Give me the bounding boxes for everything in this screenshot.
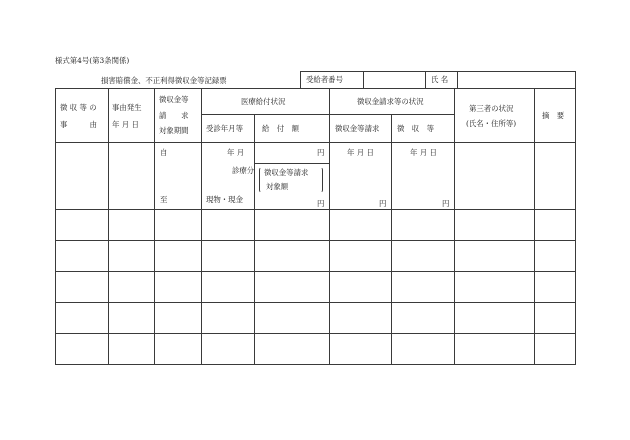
header-collected: 徴 収 等 <box>397 124 434 133</box>
in-kind-cash: 現物・現金 <box>206 195 243 204</box>
benefit-yen: 円 <box>317 148 325 157</box>
medical-type: 診療分 <box>232 166 255 175</box>
name-label: 氏 名 <box>431 75 449 84</box>
header-claim-period-1: 徴収金等 <box>159 95 189 104</box>
collected-date: 年 月 日 <box>410 148 437 157</box>
period-to: 至 <box>160 195 168 204</box>
header-collection-status: 徴収金請求等の状況 <box>357 97 424 106</box>
table-row[interactable] <box>56 303 575 333</box>
header-claim-amount: 徴収金等請求 <box>335 124 380 133</box>
bracket-line-2: 対象額 <box>266 182 289 191</box>
header-remarks: 摘 要 <box>542 111 565 120</box>
header-incident-date-2: 年 月 日 <box>112 120 139 129</box>
table-row[interactable] <box>56 334 575 364</box>
header-third-party-2: (氏名・住所等) <box>466 119 517 128</box>
header-claim-period-2: 請 求 <box>159 111 189 120</box>
record-title: 損害賠償金、不正利得徴収金等記録票 <box>101 76 227 85</box>
name-field[interactable] <box>462 76 570 86</box>
header-third-party-1: 第三者の状況 <box>469 104 514 113</box>
table-row[interactable] <box>56 272 575 302</box>
claim-date: 年 月 日 <box>347 148 374 157</box>
target-yen: 円 <box>317 199 325 208</box>
header-incident-date-1: 事由発生 <box>112 103 142 112</box>
header-benefit-amount: 給 付 額 <box>262 124 299 133</box>
header-medical-status: 医療給付状況 <box>241 97 286 106</box>
recipient-number-label: 受給者番号 <box>306 75 343 84</box>
table-row[interactable] <box>56 210 575 240</box>
header-collection-matter-1: 徴 収 等 の <box>60 103 97 112</box>
header-collection-matter-2: 事 由 <box>60 120 97 129</box>
header-claim-period-3: 対象期間 <box>159 126 189 135</box>
recipient-number-field[interactable] <box>368 76 420 86</box>
header-medical-month: 受診年月等 <box>206 124 243 133</box>
form-number: 様式第4号(第3条関係) <box>55 56 130 65</box>
period-from: 自 <box>160 148 168 157</box>
table-row[interactable] <box>56 241 575 271</box>
collected-yen: 円 <box>442 199 450 208</box>
claim-yen: 円 <box>379 199 387 208</box>
bracket-line-1: 徴収金等請求 <box>264 168 309 177</box>
medical-year-month: 年 月 <box>227 148 245 157</box>
